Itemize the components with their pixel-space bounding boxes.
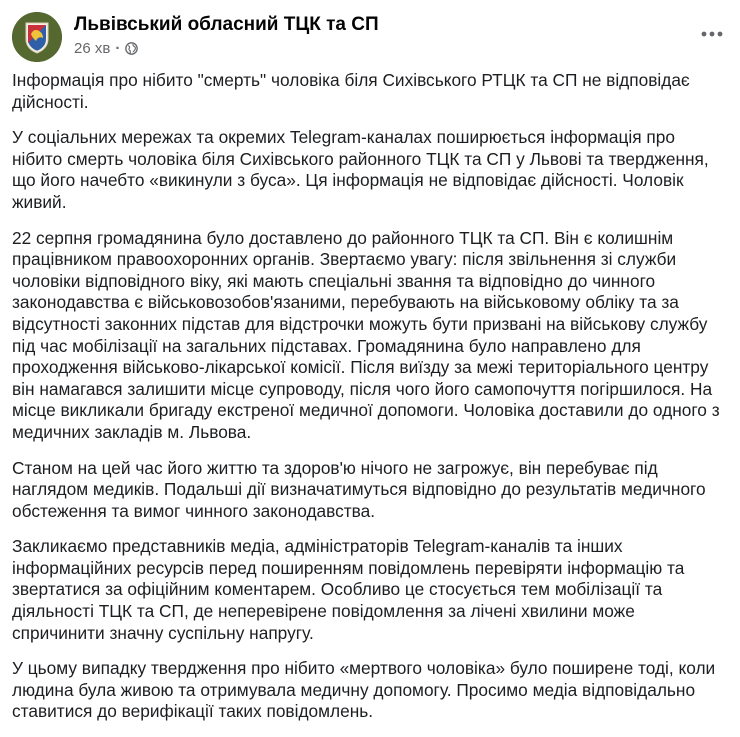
post-paragraph: Станом на цей час його життю та здоров'ю нічого не загрожує, він перебуває під наглядом медиків. Подальші дії визначатимуться відповідно до результатів медичного обстеження та вимог чинного законодавства. bbox=[12, 457, 706, 521]
post-paragraph: У цьому випадку твердження про нібито «мертвого чоловіка» було поширене тоді, коли людина була живою та отримувала медичну допомогу. Просимо медіа відповідально ставитися до верифікації таких повідомлень. bbox=[12, 658, 716, 722]
post-meta bbox=[74, 40, 138, 57]
post-header bbox=[12, 10, 728, 66]
page-avatar[interactable] bbox=[12, 12, 62, 62]
post-time[interactable]: 26 хв bbox=[74, 40, 111, 57]
post-text bbox=[12, 70, 730, 737]
globe-icon[interactable] bbox=[125, 42, 138, 55]
emblem-icon bbox=[12, 12, 62, 62]
post-paragraph: 22 серпня громадянина було доставлено до районного ТЦК та СП. Він є колишнім працівником правоохоронних органів. Звертаємо увагу: після звільнення зі служби чоловіки відповідного віку, які мають спеціальні звання та відповідно до чинного законодавства є військовозобов'язаними, перебувають на військовому обліку та за відсутності законних підстав для відстрочки можуть бути призвані на військову службу під час мобілізації на загальних підставах. Громадянина було направлено для проходження військово-лікарської комісії. Після виїзду за межі територіального центру він намагався залишити місце супроводу, після чого його самопочуття погіршилося. На місце викликали бригаду екстреної медичної допомоги. Чоловіка доставили до одного з медичних закладів м. Львова. bbox=[12, 227, 720, 442]
page-name[interactable]: Львівський обласний ТЦК та СП bbox=[74, 14, 379, 35]
meta-separator: · bbox=[115, 40, 121, 57]
post-paragraph: У соціальних мережах та окремих Telegram-каналах поширюється інформація про нібито смерть чоловіка біля Сихівського районного ТЦК та СП у Львові та твердження, що його начебто «викинули з буса». Ця інформація не відповідає дійсності. Чоловік живий. bbox=[12, 127, 709, 212]
post-paragraph: Закликаємо представників медіа, адміністраторів Telegram-каналів та інших інформаційних ресурсів перед поширенням повідомлень перевіряти інформацію та звертатися за офіційним коментарем. Особливо це стосується тем мобілізації та діяльності ТЦК та СП, де неперевірене повідомлення за лічені хвилини може спричинити значну суспільну напругу. bbox=[12, 536, 685, 643]
more-options-icon[interactable] bbox=[698, 24, 726, 44]
post-paragraph: Інформація про нібито "смерть" чоловіка біля Сихівського РТЦК та СП не відповідає дійсності. bbox=[12, 70, 690, 112]
